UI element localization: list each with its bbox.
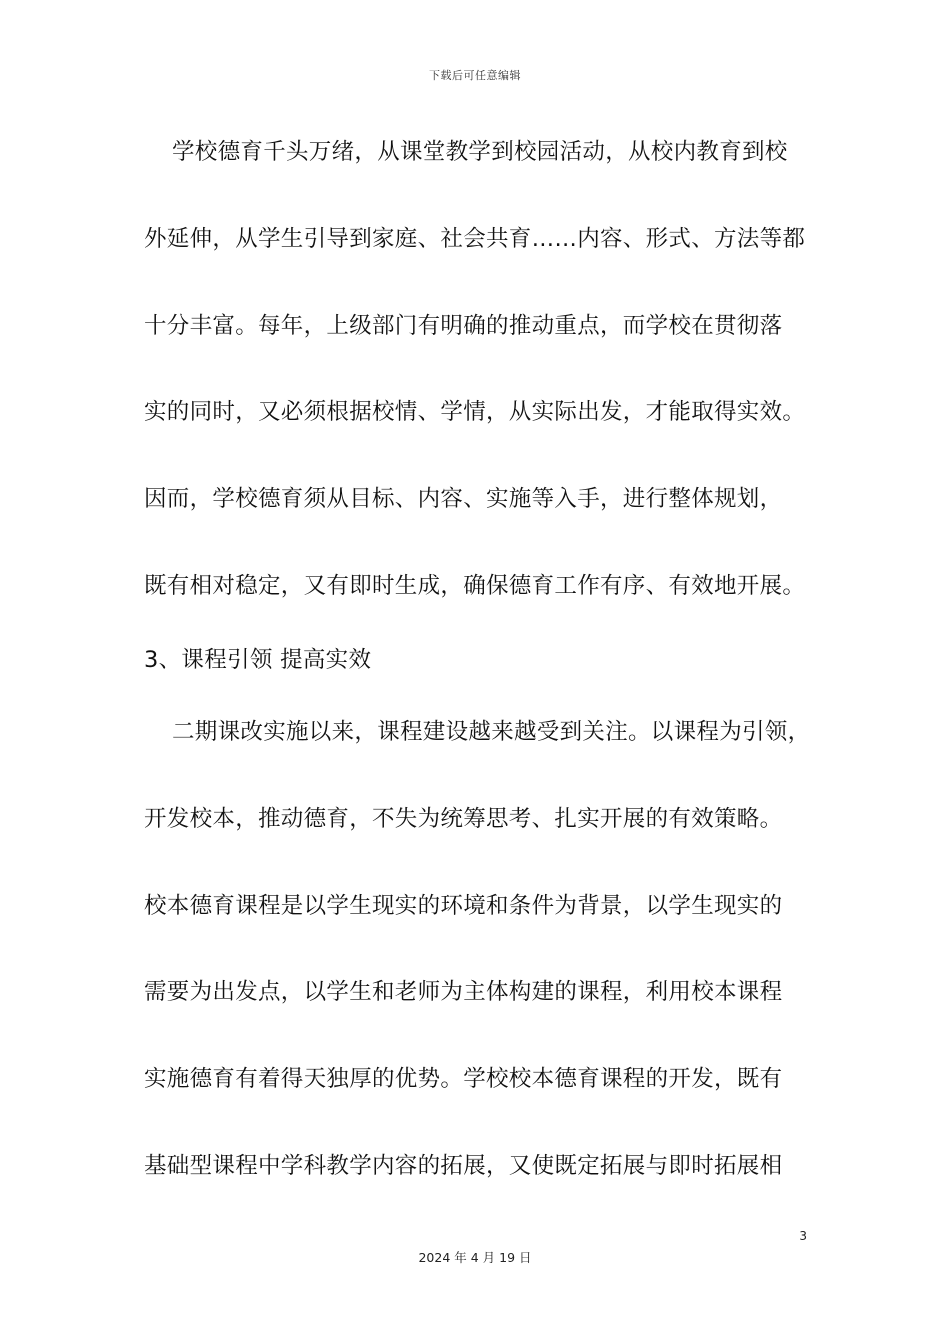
paragraph-line: 开发校本，推动德育，不失为统筹思考、扎实开展的有效策略。 bbox=[144, 806, 783, 832]
paragraph-line: 既有相对稳定，又有即时生成，确保德育工作有序、有效地开展。 bbox=[144, 573, 806, 599]
section-heading: 3、课程引领 提高实效 bbox=[144, 647, 372, 673]
header-note: 下载后可任意编辑 bbox=[429, 69, 521, 82]
paragraph-line: 外延伸，从学生引导到家庭、社会共育……内容、形式、方法等都 bbox=[144, 226, 806, 252]
paragraph-line: 学校德育千头万绪，从课堂教学到校园活动，从校内教育到校 bbox=[172, 139, 788, 165]
page-number: 3 bbox=[799, 1229, 807, 1243]
paragraph-line: 需要为出发点，以学生和老师为主体构建的课程，利用校本课程 bbox=[144, 979, 783, 1005]
paragraph-line: 实施德育有着得天独厚的优势。学校校本德育课程的开发，既有 bbox=[144, 1066, 783, 1092]
paragraph-line: 基础型课程中学科教学内容的拓展，又使既定拓展与即时拓展相 bbox=[144, 1153, 783, 1179]
paragraph-line: 二期课改实施以来，课程建设越来越受到关注。以课程为引领， bbox=[172, 719, 811, 745]
paragraph-line: 因而，学校德育须从目标、内容、实施等入手，进行整体规划， bbox=[144, 486, 783, 512]
footer-date: 2024 年 4 月 19 日 bbox=[418, 1250, 532, 1265]
paragraph-line: 实的同时，又必须根据校情、学情，从实际出发，才能取得实效。 bbox=[144, 399, 806, 425]
paragraph-line: 十分丰富。每年，上级部门有明确的推动重点，而学校在贯彻落 bbox=[144, 313, 783, 339]
paragraph-line: 校本德育课程是以学生现实的环境和条件为背景，以学生现实的 bbox=[144, 893, 783, 919]
